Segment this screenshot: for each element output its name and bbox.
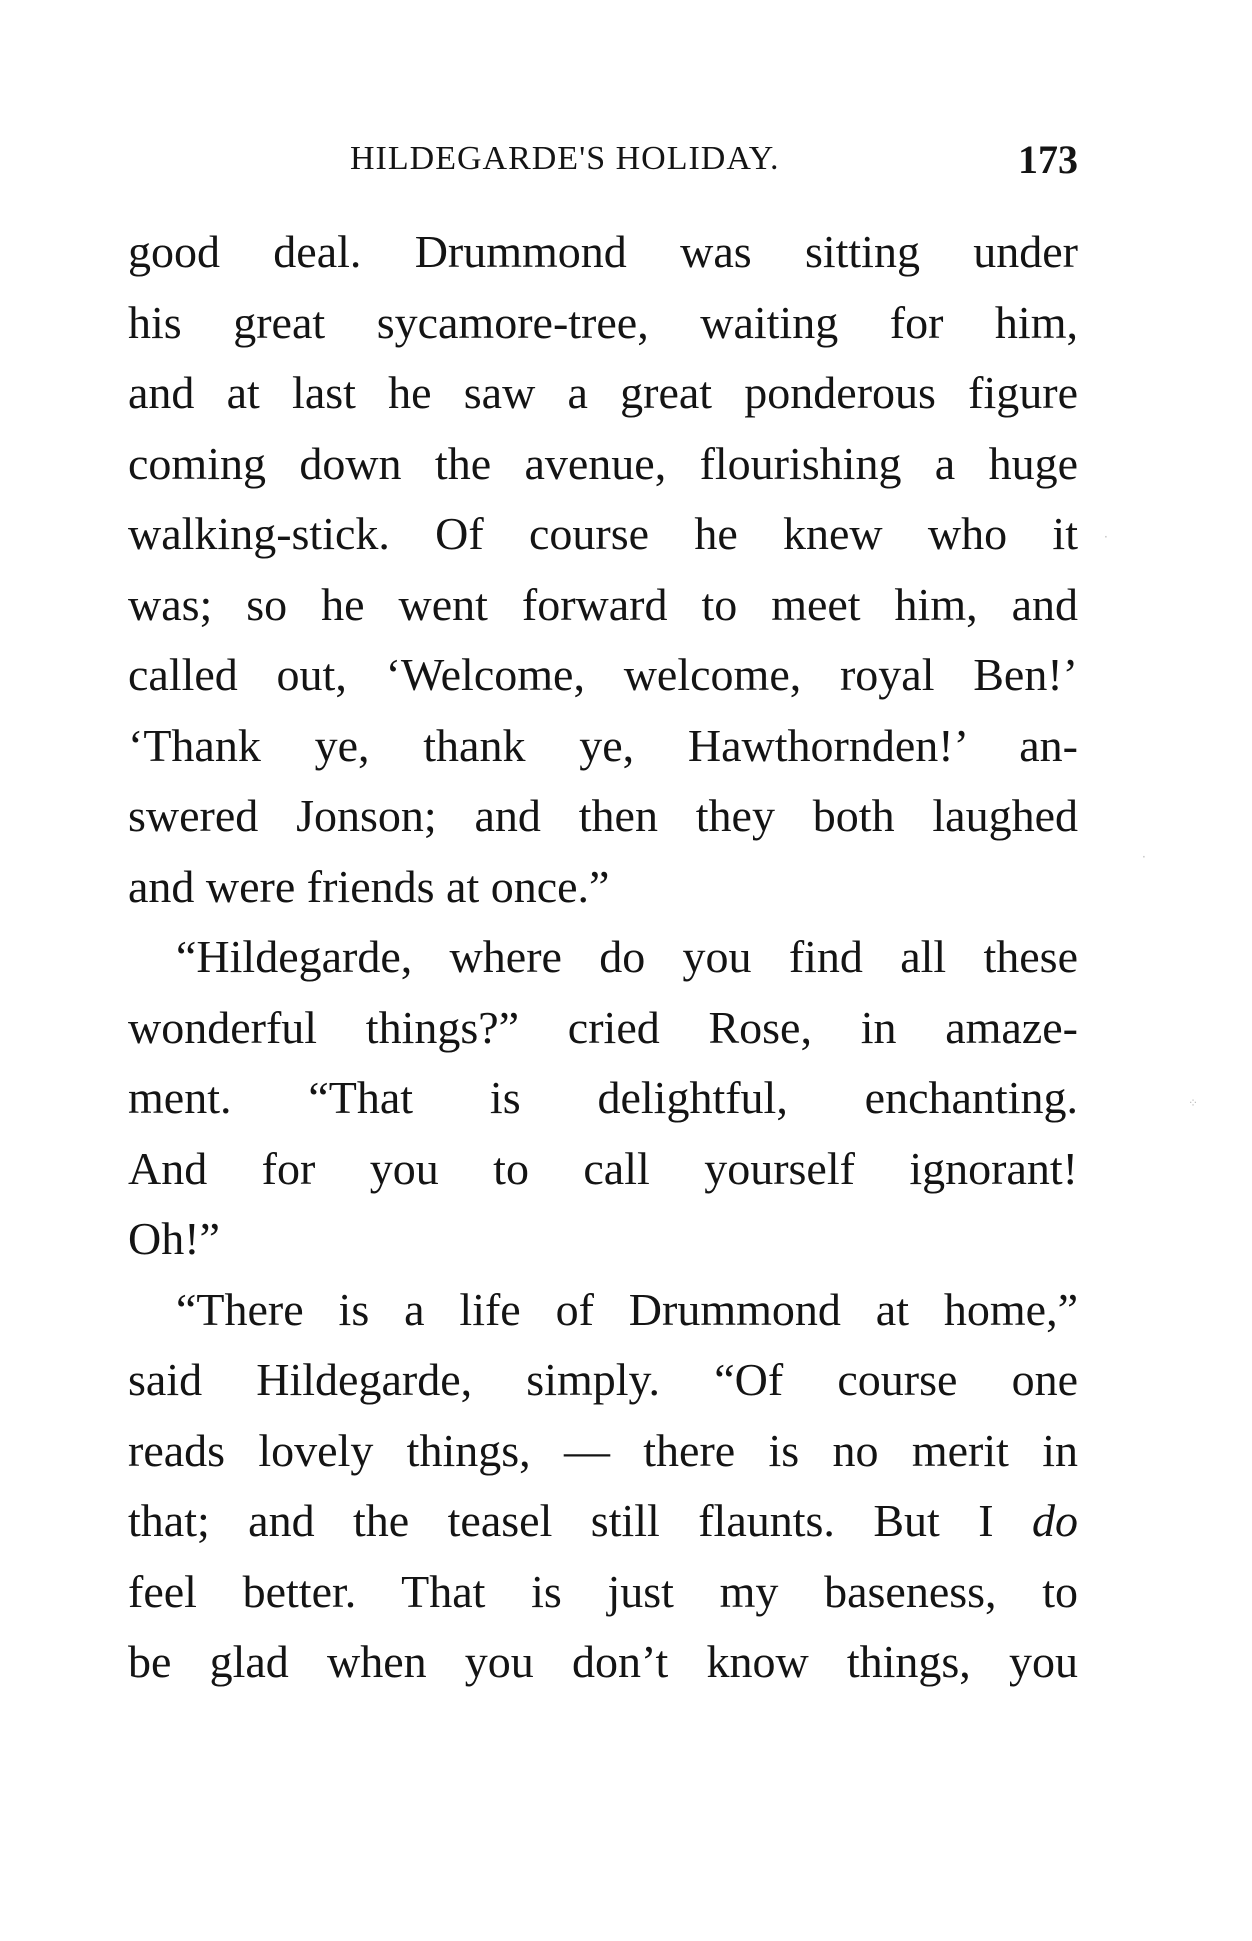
text-line-segment: that; and the teasel still flaunts. But I [128,1495,994,1546]
text-line: feel better. That is just my baseness, to [128,1565,1078,1617]
page-number: 173 [1018,137,1078,182]
text-line: Oh!” [128,1213,220,1264]
emphasized-word: do [1032,1495,1079,1546]
text-line: walking-stick. Of course he knew who it [128,508,1078,559]
text-line [128,1486,1078,1557]
text-line: was; so he went forward to meet him, and [128,578,1078,630]
text-line: “There is a life of Drummond at home,” [176,1283,1078,1335]
text-line: good deal. Drummond was sitting under [128,226,1078,277]
running-title: HILDEGARDE'S HOLIDAY. [350,140,780,177]
text-line: “Hildegarde, where do you find all these [176,931,1078,982]
text-line: and at last he saw a great ponderous figure [128,367,1078,418]
text-line: be glad when you don’t know things, you [128,1636,1078,1687]
text-line: and were friends at once.” [128,860,610,912]
scan-speck: ⁘ [1188,1096,1199,1110]
scan-speck: · [1142,850,1146,864]
text-line: swered Jonson; and then they both laughed [128,790,1078,841]
body-text [128,217,1078,1698]
text-line: ment. “That is delightful, enchanting. [128,1072,1078,1123]
text-line: called out, ‘Welcome, welcome, royal Ben!’ [128,649,1078,700]
text-line: ‘Thank ye, thank ye, Hawthornden!’ an- [128,719,1078,771]
text-line: And for you to call yourself ignorant! [128,1142,1078,1194]
scan-speck: · [1104,530,1108,544]
text-line: reads lovely things, — there is no merit in [128,1424,1078,1476]
text-line: his great sycamore-tree, waiting for him, [128,296,1078,348]
text-line: wonderful things?” cried Rose, in amaze- [128,1001,1078,1053]
text-line: coming down the avenue, flourishing a huge [128,437,1078,489]
running-header [128,137,1078,190]
text-line: said Hildegarde, simply. “Of course one [128,1354,1078,1405]
